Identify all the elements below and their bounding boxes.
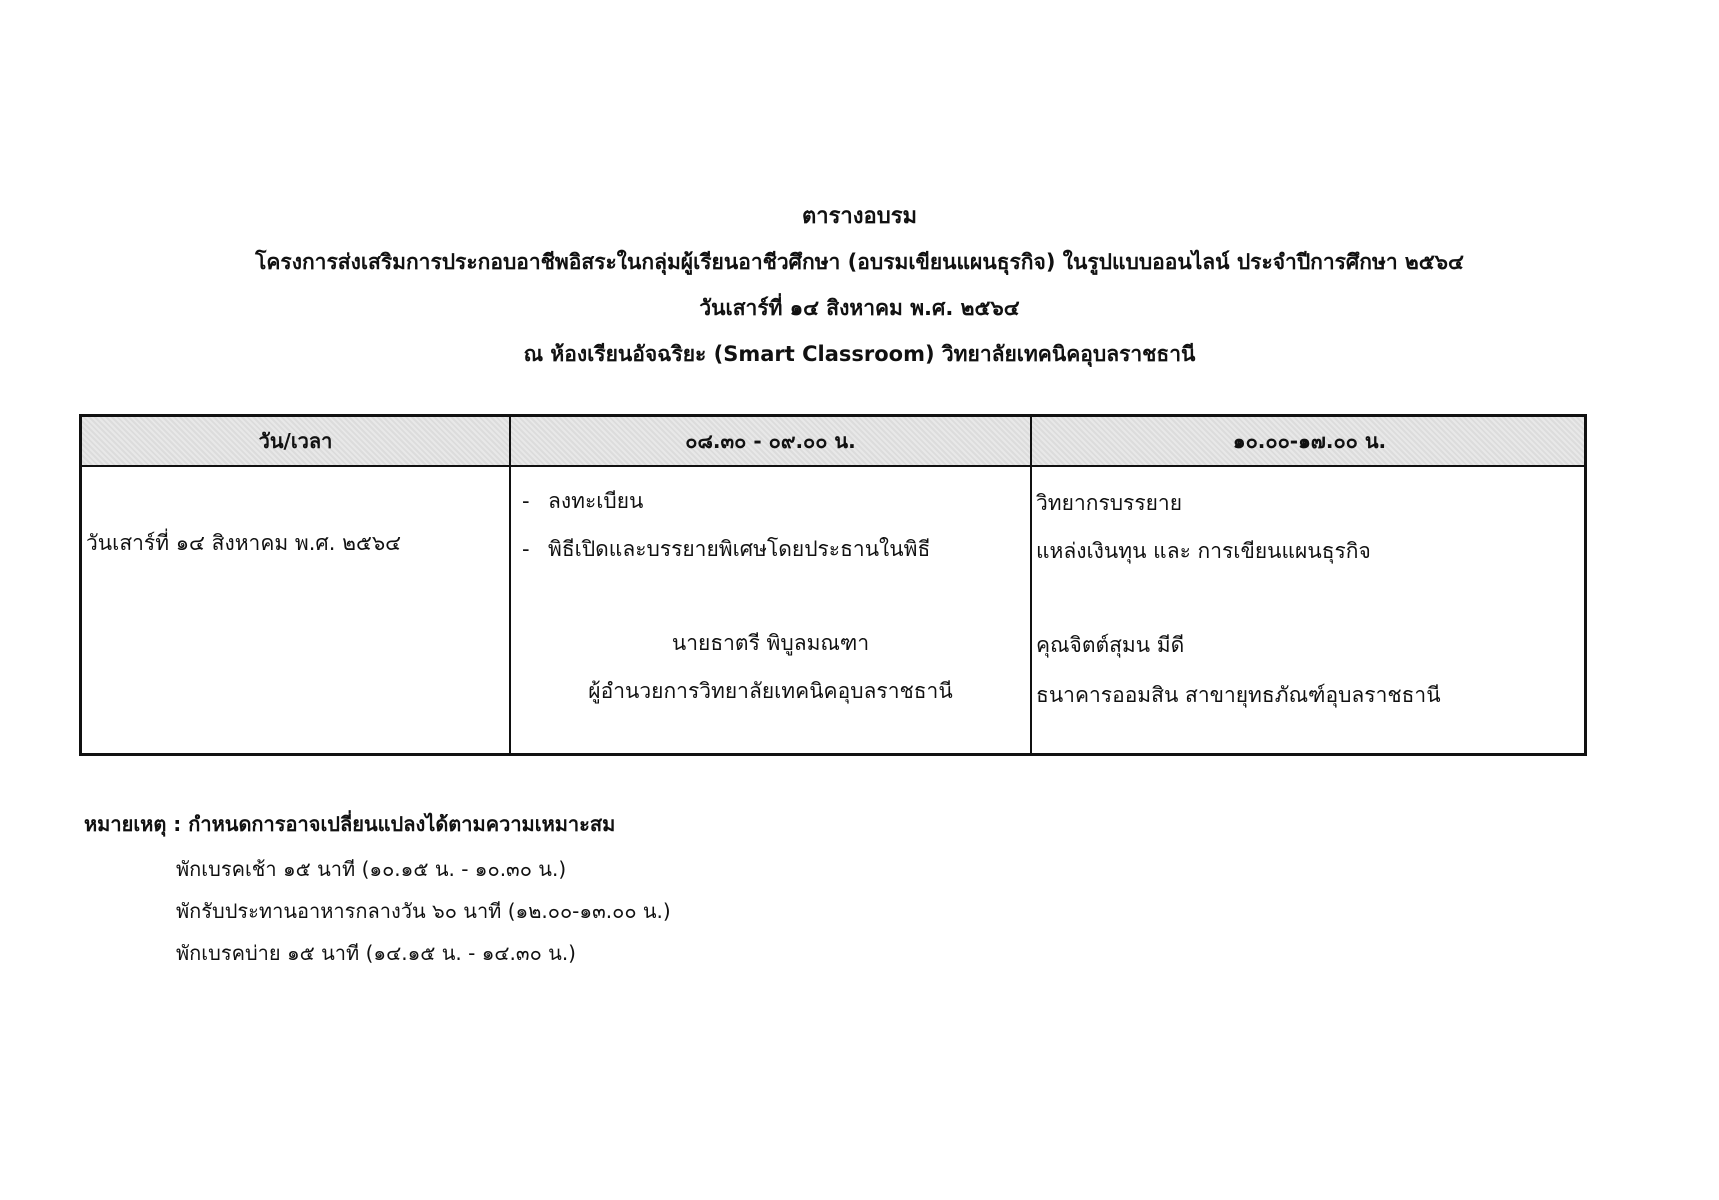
list-item: - ลงทะเบียน — [522, 489, 644, 513]
column-divider — [1030, 417, 1032, 753]
chair-person-position: ผู้อำนวยการวิทยาลัยเทคนิคอุบลราชธานี — [588, 679, 953, 703]
list-item: - พิธีเปิดและบรรยายพิเศษโดยประธานในพิธี — [522, 537, 931, 561]
header-afternoon-slot: ๑๐.๐๐-๑๗.๐๐ น. — [1232, 429, 1387, 453]
schedule-table — [79, 414, 1587, 756]
speaker-label: วิทยากรบรรยาย — [1036, 491, 1183, 515]
note-title: หมายเหตุ : กำหนดการอาจเปลี่ยนแปลงได้ตามความเหมาะสม — [84, 812, 616, 836]
event-venue: ณ ห้องเรียนอัจฉริยะ (Smart Classroom) วิทยาลัยเทคนิคอุบลราชธานี — [523, 342, 1196, 366]
opening-ceremony-text: พิธีเปิดและบรรยายพิเศษโดยประธานในพิธี — [548, 537, 931, 561]
note-line: พักรับประทานอาหารกลางวัน ๖๐ นาที (๑๒.๐๐-๑๓.๐๐ น.) — [176, 899, 671, 923]
note-line: พักเบรคบ่าย ๑๕ นาที (๑๔.๑๕ น. - ๑๔.๓๐ น.) — [176, 941, 576, 965]
chair-person-name: นายธาตรี พิบูลมณฑา — [671, 631, 870, 655]
project-name: โครงการส่งเสริมการประกอบอาชีพอิสระในกลุ่มผู้เรียนอาชีวศึกษา (อบรมเขียนแผนธุรกิจ) ในรูปแบบออนไลน์ ประจำปีการศึกษา ๒๕๖๔ — [255, 250, 1464, 274]
document-title: ตารางอบรม — [801, 204, 918, 229]
header-day-time: วัน/เวลา — [258, 429, 333, 453]
speaker-name: คุณจิตต์สุมน มีดี — [1036, 633, 1185, 657]
lecture-topic: แหล่งเงินทุน และ การเขียนแผนธุรกิจ — [1036, 539, 1371, 563]
speaker-organization: ธนาคารออมสิน สาขายุทธภัณฑ์อุบลราชธานี — [1036, 683, 1441, 707]
day-cell: วันเสาร์ที่ ๑๔ สิงหาคม พ.ศ. ๒๕๖๔ — [86, 531, 402, 555]
event-date: วันเสาร์ที่ ๑๔ สิงหาคม พ.ศ. ๒๕๖๔ — [699, 296, 1020, 320]
registration-text: ลงทะเบียน — [548, 489, 644, 513]
header-morning-slot: ๐๘.๓๐ - ๐๙.๐๐ น. — [685, 429, 856, 453]
note-line: พักเบรคเช้า ๑๕ นาที (๑๐.๑๕ น. - ๑๐.๓๐ น.) — [176, 857, 567, 881]
